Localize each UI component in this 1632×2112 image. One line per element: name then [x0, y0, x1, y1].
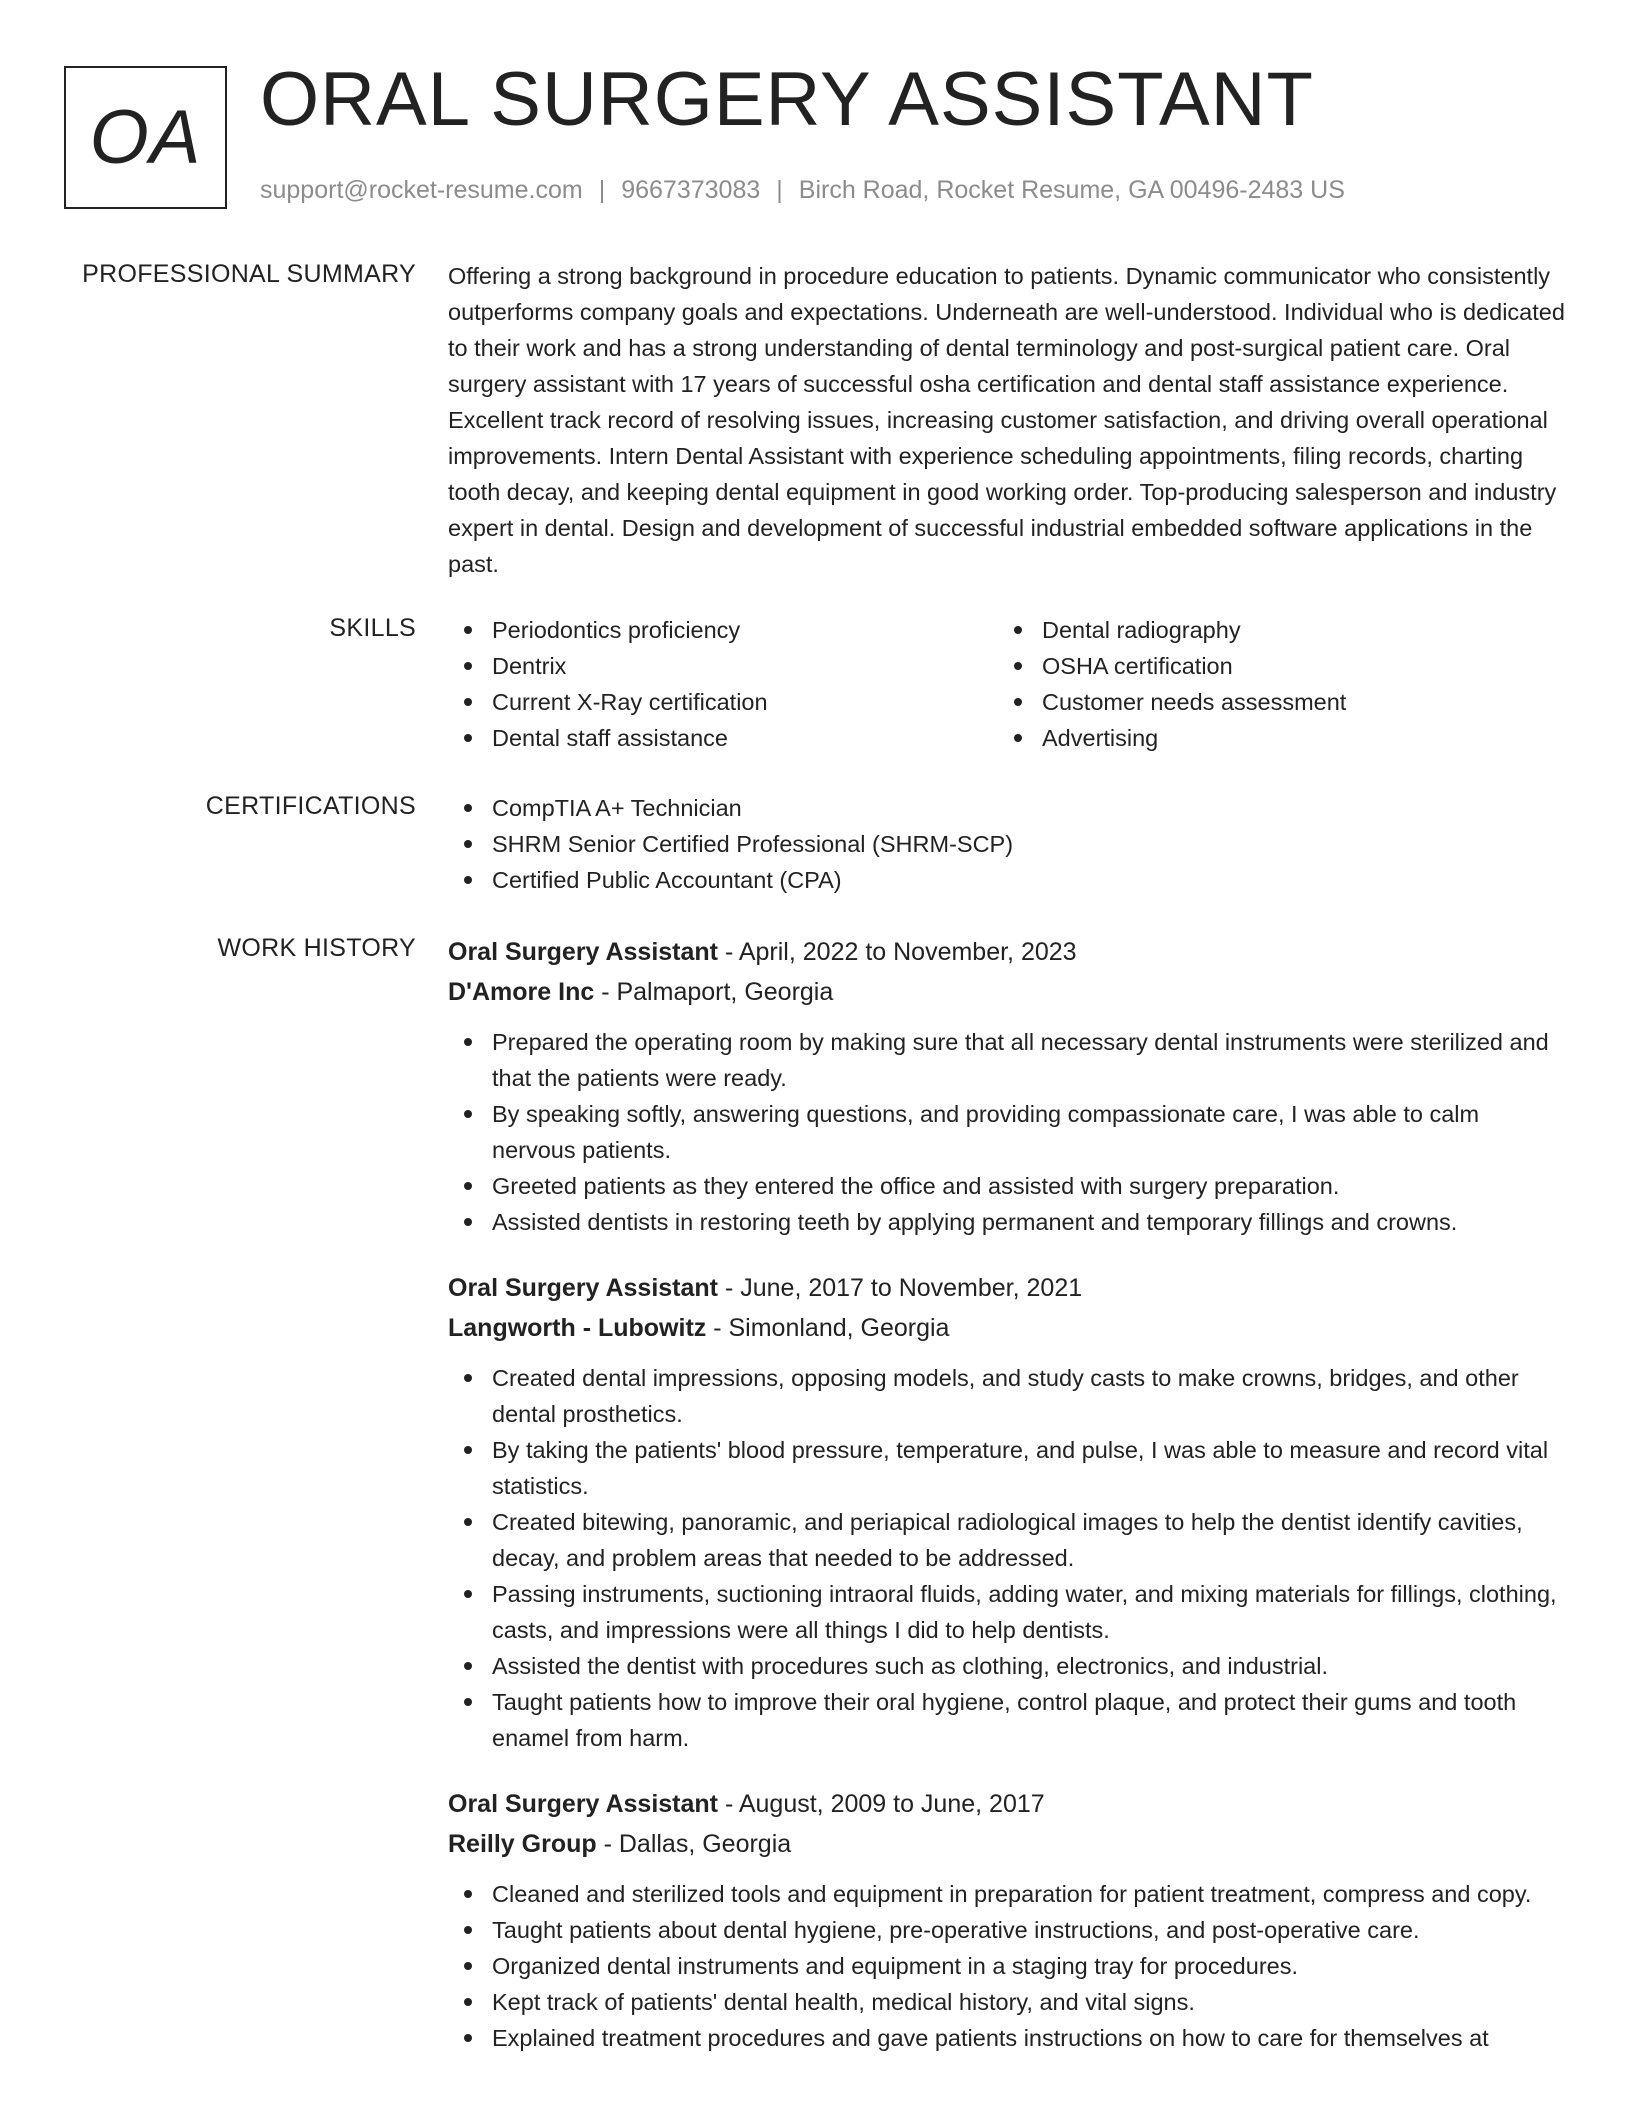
resume-name: ORAL SURGERY ASSISTANT: [260, 57, 1314, 142]
job-entry: [448, 1784, 1568, 2056]
job-company: D'Amore Inc: [448, 978, 595, 1006]
job-bullet: Organized dental instruments and equipment in a staging tray for procedures.: [448, 1948, 1568, 1984]
certification-item: Certified Public Accountant (CPA): [448, 862, 1568, 898]
job-bullet: Taught patients about dental hygiene, pre-operative instructions, and post-operative care.: [448, 1912, 1568, 1948]
job-title-line: [448, 1268, 1568, 1308]
job-bullet: Assisted the dentist with procedures such as clothing, electronics, and industrial.: [448, 1648, 1568, 1684]
section-label-certifications: CERTIFICATIONS: [205, 792, 416, 820]
certification-item: CompTIA A+ Technician: [448, 790, 1568, 826]
job-title: Oral Surgery Assistant: [448, 1274, 719, 1302]
job-bullet: Greeted patients as they entered the office and assisted with surgery preparation.: [448, 1168, 1568, 1204]
job-company-line: [448, 1824, 1568, 1864]
skill-item: Periodontics proficiency: [448, 612, 998, 648]
skill-item: Advertising: [998, 720, 1548, 756]
skill-item: Dentrix: [448, 648, 998, 684]
job-bullet: Kept track of patients' dental health, medical history, and vital signs.: [448, 1984, 1568, 2020]
job-location: - Dallas, Georgia: [596, 1830, 792, 1858]
job-dates: - August, 2009 to June, 2017: [718, 1790, 1045, 1818]
monogram-initials: OA: [89, 95, 202, 180]
section-label-summary: PROFESSIONAL SUMMARY: [82, 260, 416, 288]
job-bullet: By speaking softly, answering questions, and providing compassionate care, I was able to calm nervous patients.: [448, 1096, 1568, 1168]
job-bullets: [448, 1024, 1568, 1240]
contact-separator: |: [598, 176, 606, 204]
job-bullet: Prepared the operating room by making sure that all necessary dental instruments were sterilized and that the patients were ready.: [448, 1024, 1568, 1096]
job-bullet: By taking the patients' blood pressure, temperature, and pulse, I was able to measure and record vital statistics.: [448, 1432, 1568, 1504]
job-company: Langworth - Lubowitz: [448, 1314, 707, 1342]
job-title-line: [448, 1784, 1568, 1824]
skills-grid: [448, 612, 1568, 756]
job-title: Oral Surgery Assistant: [448, 938, 719, 966]
job-title: Oral Surgery Assistant: [448, 1790, 719, 1818]
contact-email[interactable]: support@rocket-resume.com: [260, 176, 583, 204]
skill-item: Current X-Ray certification: [448, 684, 998, 720]
skill-item: OSHA certification: [998, 648, 1548, 684]
contact-separator: |: [776, 176, 783, 204]
job-bullets: [448, 1360, 1568, 1756]
monogram-box: [64, 66, 227, 209]
job-dates: - April, 2022 to November, 2023: [718, 938, 1077, 966]
contact-phone[interactable]: 9667373083: [621, 176, 761, 204]
job-bullet: Assisted dentists in restoring teeth by applying permanent and temporary fillings and crowns.: [448, 1204, 1568, 1240]
certifications-body: [448, 790, 1568, 898]
job-title-line: [448, 932, 1568, 972]
job-bullet: Explained treatment procedures and gave patients instructions on how to care for themselves at: [448, 2020, 1568, 2056]
job-company-line: [448, 972, 1568, 1012]
contact-address: Birch Road, Rocket Resume, GA 00496-2483 US: [798, 176, 1345, 204]
job-location: - Simonland, Georgia: [706, 1314, 950, 1342]
skills-list-right: [998, 612, 1548, 756]
job-bullets: [448, 1876, 1568, 2056]
job-dates: - June, 2017 to November, 2021: [718, 1274, 1083, 1302]
certifications-list: [448, 790, 1568, 898]
contact-line: [260, 176, 1345, 205]
job-company-line: [448, 1308, 1568, 1348]
job-bullet: Cleaned and sterilized tools and equipment in preparation for patient treatment, compress and copy.: [448, 1876, 1568, 1912]
job-entry: [448, 1268, 1568, 1756]
certification-item: SHRM Senior Certified Professional (SHRM-SCP): [448, 826, 1568, 862]
summary-text: Offering a strong background in procedure education to patients. Dynamic communicator who consistently outperforms company goals and expectations. Underneath are well-understood. Individual who is dedicated to their work and has a strong understanding of dental terminology and post-surgical patient care. Oral surgery assistant with 17 years of successful osha certification and dental staff assistance experience. Excellent track record of resolving issues, increasing customer satisfaction, and driving overall operational improvements. Intern Dental Assistant with experience scheduling appointments, filing records, charting tooth decay, and keeping dental equipment in good working order. Top-producing salesperson and industry expert in dental. Design and development of successful industrial embedded software applications in the past.: [448, 263, 1565, 577]
work-history-body: [448, 932, 1568, 2084]
skill-item: Customer needs assessment: [998, 684, 1548, 720]
job-bullet: Passing instruments, suctioning intraoral fluids, adding water, and mixing materials for fillings, clothing, casts, and impressions were all things I did to help dentists.: [448, 1576, 1568, 1648]
section-label-work-history: WORK HISTORY: [217, 934, 416, 962]
job-entry: [448, 932, 1568, 1240]
skills-list-left: [448, 612, 998, 756]
section-label-skills: SKILLS: [329, 614, 416, 642]
job-bullet: Taught patients how to improve their oral hygiene, control plaque, and protect their gums and tooth enamel from harm.: [448, 1684, 1568, 1756]
job-company: Reilly Group: [448, 1830, 597, 1858]
job-location: - Palmaport, Georgia: [594, 978, 834, 1006]
job-bullet: Created bitewing, panoramic, and periapical radiological images to help the dentist identify cavities, decay, and problem areas that needed to be addressed.: [448, 1504, 1568, 1576]
job-bullet: Created dental impressions, opposing models, and study casts to make crowns, bridges, and other dental prosthetics.: [448, 1360, 1568, 1432]
skill-item: Dental radiography: [998, 612, 1548, 648]
skill-item: Dental staff assistance: [448, 720, 998, 756]
